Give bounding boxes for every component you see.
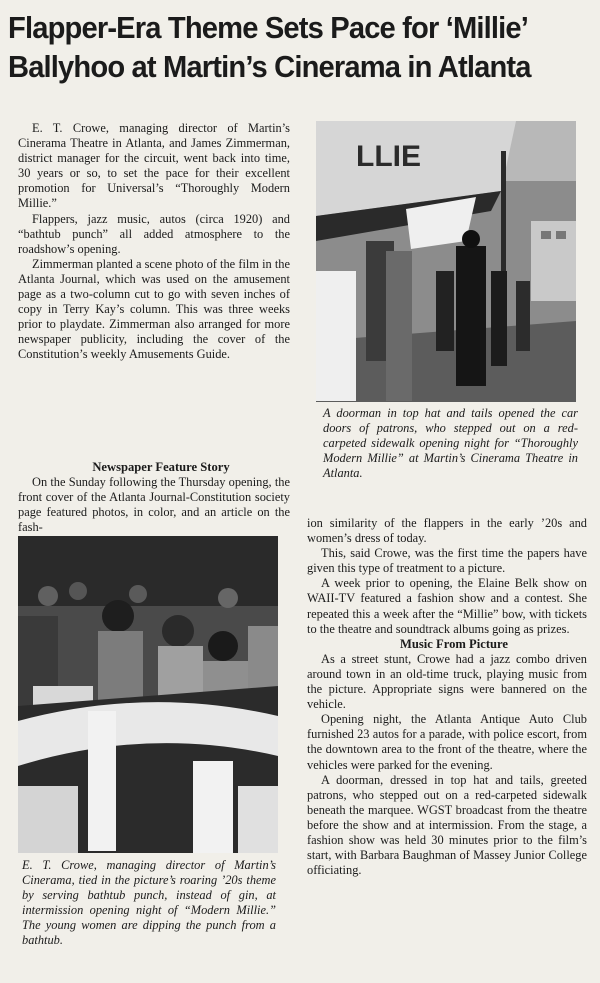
paragraph: On the Sunday following the Thursday opening, the front cover of the Atlanta Journal-Constitution society page featured photos, in color, and an article on the fash- (18, 475, 290, 535)
subhead-music-from-picture: Music From Picture (400, 636, 508, 651)
paragraph: Opening night, the Atlanta Antique Auto Club furnished 23 autos for a parade, with police escort, from the downtown area to the front of the theatre, where the vehicles were parked for the evening. (307, 712, 587, 772)
photo-theatre-marquee (316, 121, 576, 402)
paragraph: E. T. Crowe, managing director of Martin’s Cinerama Theatre in Atlanta, and James Zimmerman, district manager for the circuit, went back into time, 30 years or so, to set the pace for their excellent promotion for Universal’s “Thoroughly Modern Millie.” (18, 121, 290, 211)
svg-text:LLIE: LLIE (356, 140, 421, 173)
headline-line-1: Flapper-Era Theme Sets Pace for ‘Millie’ (8, 10, 529, 45)
left-column-text (18, 121, 290, 363)
paragraph: As a street stunt, Crowe had a jazz combo driven around town in an old-time truck, playing music from the picture. Appropriate signs were bannered on the vehicle. (307, 651, 587, 712)
paragraph: This, said Crowe, was the first time the papers have given this type of treatment to a picture. (307, 546, 587, 576)
headline (8, 8, 561, 86)
paragraph: Flappers, jazz music, autos (circa 1920) and “bathtub punch” all added atmosphere to the roadshow’s opening. (18, 211, 290, 256)
paragraph: ion similarity of the flappers in the early ’20s and women’s dress of today. (307, 516, 587, 546)
left-column-section (18, 460, 290, 535)
right-column-text (307, 516, 587, 878)
headline-line-2: Ballyhoo at Martin’s Cinerama in Atlanta (8, 49, 531, 84)
caption-theatre-marquee: A doorman in top hat and tails opened the car doors of patrons, who stepped out on a red-carpeted sidewalk opening night for “Thoroughly Modern Millie” at Martin’s Cinerama Theatre in Atlanta. (323, 406, 578, 481)
paragraph: A doorman, dressed in top hat and tails, greeted patrons, who stepped out on a red-carpeted sidewalk beneath the marquee. WGST broadcast from the theatre before the show and at intermission. From the stage, a fashion show was held 30 minutes prior to the film’s start, with Barbara Baughman of Massey Junior College officiating. (307, 772, 587, 878)
subhead-newspaper-feature: Newspaper Feature Story (92, 460, 230, 474)
caption-bathtub-punch: E. T. Crowe, managing director of Martin’s Cinerama, tied in the picture’s roaring ’20s theme by serving bathtub punch, instead of gin, at intermission opening night of “Modern Millie.” The young women are dipping the punch from a bathtub. (22, 858, 276, 948)
paragraph: Zimmerman planted a scene photo of the film in the Atlanta Journal, which was used on the amusement page as a two-column cut to go with seven inches of copy in Terry Kay’s column. This was three weeks prior to playdate. Zimmerman also arranged for more newspaper publicity, including the cover of the Constitution’s weekly Amusements Guide. (18, 256, 290, 362)
paragraph: A week prior to opening, the Elaine Belk show on WAII-TV featured a fashion show and a contest. She repeated this a week after the “Millie” bow, with tickets to the theatre and soundtrack albums going as prizes. (307, 576, 587, 636)
photo-bathtub-punch (18, 536, 278, 853)
